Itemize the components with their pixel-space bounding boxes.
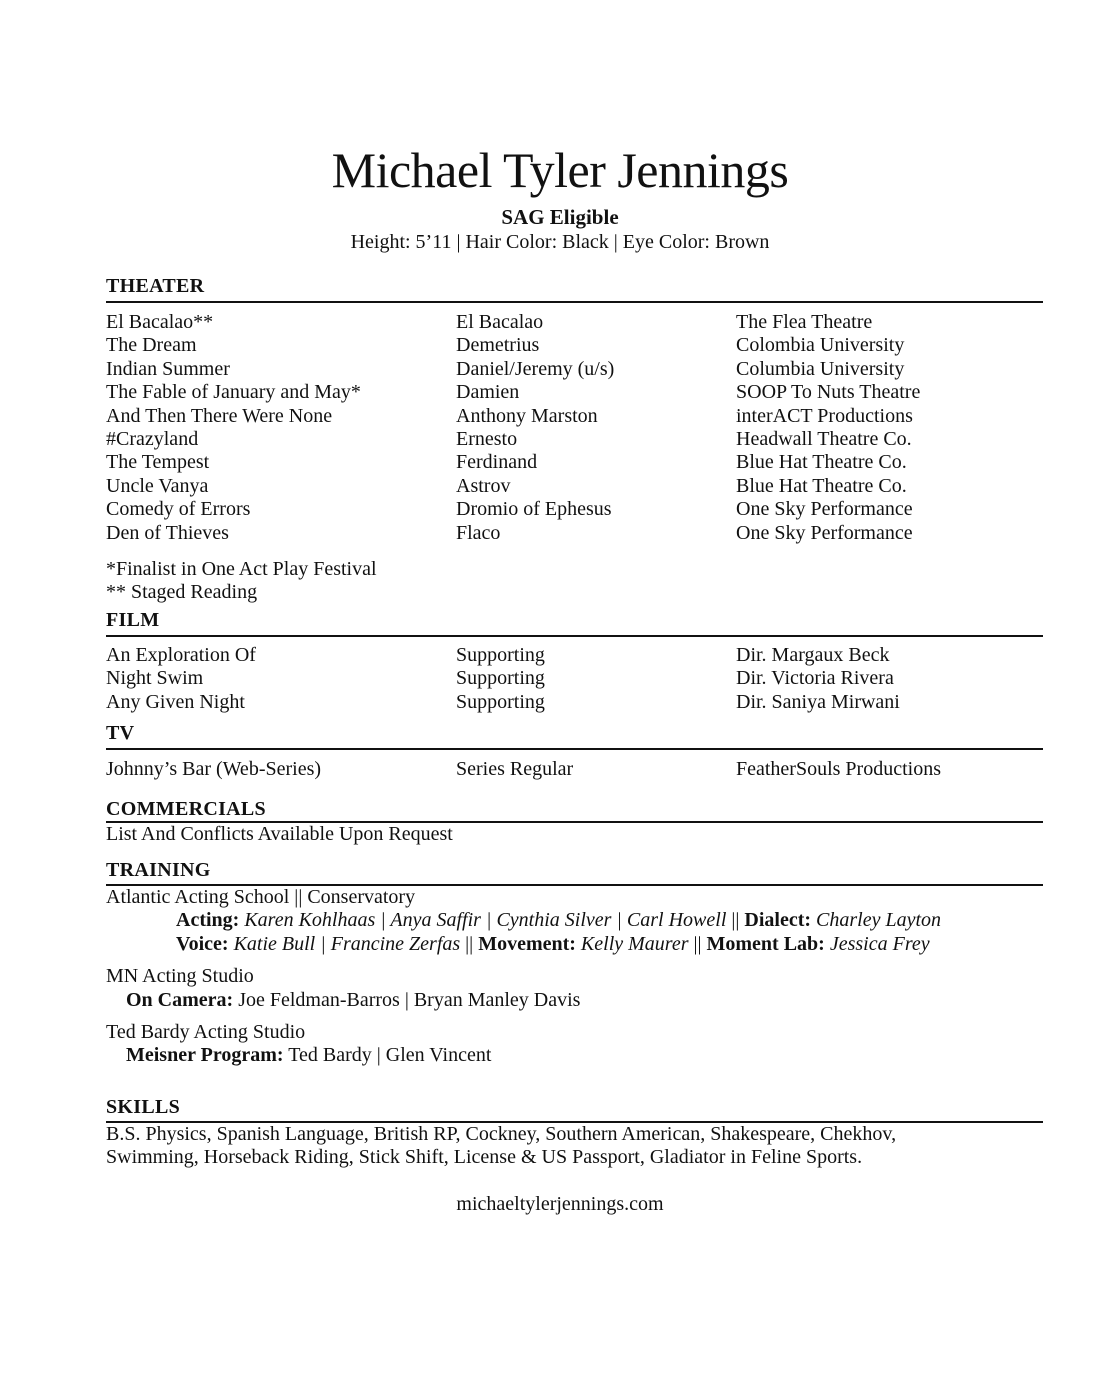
training-school-mn: MN Acting Studio: [106, 965, 254, 988]
film-credit-row: [106, 644, 1043, 667]
tv-credits: [106, 758, 1043, 781]
credit-title: Indian Summer: [106, 357, 230, 380]
on-camera-teachers: Joe Feldman-Barros | Bryan Manley Davis: [238, 988, 581, 1011]
film-section: [106, 608, 1043, 714]
theater-credits: [106, 311, 1043, 545]
tv-section: [106, 721, 1043, 781]
credit-company: Blue Hat Theatre Co.: [736, 451, 907, 474]
credit-role: Demetrius: [456, 334, 540, 357]
tv-credit-row: [106, 758, 1043, 781]
theater-credit-row: [106, 522, 1043, 545]
credit-company: Headwall Theatre Co.: [736, 427, 912, 450]
separator: ||: [465, 932, 474, 955]
dialect-label: Dialect:: [744, 909, 812, 932]
credit-role: Dromio of Ephesus: [456, 498, 612, 521]
credit-role: Astrov: [456, 474, 511, 497]
credit-role: Daniel/Jeremy (u/s): [456, 357, 615, 380]
credit-title: The Fable of January and May*: [106, 381, 361, 404]
theater-section: [106, 274, 1043, 605]
theater-credit-row: [106, 451, 1043, 474]
credit-role: Anthony Marston: [456, 404, 598, 427]
credit-title: An Exploration Of: [106, 644, 256, 666]
theater-note: *Finalist in One Act Play Festival: [106, 557, 377, 580]
credit-title: El Bacalao**: [106, 311, 214, 333]
credit-company: Blue Hat Theatre Co.: [736, 474, 907, 497]
theater-notes: [106, 558, 1043, 605]
credit-company: SOOP To Nuts Theatre: [736, 381, 921, 404]
separator: ||: [731, 909, 740, 932]
movement-label: Movement:: [478, 932, 576, 955]
credit-title: The Dream: [106, 334, 197, 357]
dialect-teacher: Charley Layton: [816, 909, 942, 932]
skills-line: B.S. Physics, Spanish Language, British RP, Cockney, Southern American, Shakespeare, Chekhov,: [106, 1123, 897, 1145]
credit-role: Supporting: [456, 667, 545, 690]
theater-credit-row: [106, 334, 1043, 357]
theater-heading: THEATER: [106, 275, 205, 297]
website-link[interactable]: michaeltylerjennings.com: [456, 1193, 664, 1215]
acting-label: Acting:: [176, 909, 240, 932]
credit-company: interACT Productions: [736, 404, 913, 427]
tv-rule: [106, 748, 1043, 750]
film-credit-row: [106, 691, 1043, 714]
credit-role: Damien: [456, 381, 520, 404]
credit-title: Night Swim: [106, 667, 204, 690]
credit-company: One Sky Performance: [736, 498, 913, 521]
meisner-label: Meisner Program:: [126, 1044, 284, 1067]
film-credits: [106, 644, 1043, 714]
skills-line: Swimming, Horseback Riding, Stick Shift, License & US Passport, Gladiator in Feline Sports.: [106, 1146, 863, 1169]
training-school-bardy: Ted Bardy Acting Studio: [106, 1021, 306, 1044]
credit-company: Columbia University: [736, 357, 905, 380]
credit-role: Supporting: [456, 690, 545, 713]
movement-teacher: Kelly Maurer: [580, 932, 689, 955]
training-atlantic-voice: [106, 933, 1043, 956]
credit-title: And Then There Were None: [106, 404, 333, 427]
physical-stats: Height: 5’11 | Hair Color: Black | Eye Color: Brown: [350, 231, 770, 253]
moment-lab-teacher: Jessica Frey: [829, 932, 930, 955]
credit-role: Flaco: [456, 521, 501, 544]
training-section: [106, 858, 1043, 1068]
training-atlantic-acting: [106, 909, 1043, 932]
training-heading: TRAINING: [106, 859, 211, 881]
theater-credit-row: [106, 405, 1043, 428]
training-bardy-detail: [106, 1044, 1043, 1067]
on-camera-label: On Camera:: [126, 988, 234, 1011]
credit-company: The Flea Theatre: [736, 311, 873, 333]
theater-credit-row: [106, 358, 1043, 381]
moment-lab-label: Moment Lab:: [706, 932, 825, 955]
credit-title: Johnny’s Bar (Web-Series): [106, 758, 322, 780]
credit-role: Supporting: [456, 644, 545, 666]
credit-role: El Bacalao: [456, 311, 544, 333]
credit-title: Den of Thieves: [106, 521, 229, 544]
training-school-atlantic: Atlantic Acting School || Conservatory: [106, 886, 416, 908]
film-credit-row: [106, 667, 1043, 690]
separator: ||: [693, 932, 702, 955]
theater-credit-row: [106, 428, 1043, 451]
skills-heading: SKILLS: [106, 1096, 181, 1118]
credit-director: Dir. Victoria Rivera: [736, 667, 894, 690]
credit-role: Series Regular: [456, 758, 574, 780]
credit-title: The Tempest: [106, 451, 210, 474]
credit-role: Ferdinand: [456, 451, 538, 474]
voice-teachers: Katie Bull | Francine Zerfas: [233, 932, 461, 955]
tv-heading: TV: [106, 722, 135, 744]
theater-credit-row: [106, 381, 1043, 404]
skills-section: [106, 1095, 1043, 1170]
commercials-heading: COMMERCIALS: [106, 798, 266, 820]
theater-credit-row: [106, 475, 1043, 498]
voice-label: Voice:: [176, 932, 229, 955]
meisner-teachers: Ted Bardy | Glen Vincent: [288, 1044, 492, 1067]
credit-role: Ernesto: [456, 427, 518, 450]
training-mn-detail: [106, 989, 1043, 1012]
commercials-section: [106, 797, 1043, 846]
commercials-text: List And Conflicts Available Upon Request: [106, 823, 453, 845]
credit-title: #Crazyland: [106, 427, 199, 450]
credit-company: Colombia University: [736, 334, 905, 357]
film-heading: FILM: [106, 609, 160, 631]
credit-company: FeatherSouls Productions: [736, 758, 941, 780]
theater-credit-row: [106, 311, 1043, 334]
theater-note: ** Staged Reading: [106, 581, 258, 604]
credit-title: Uncle Vanya: [106, 474, 209, 497]
credit-title: Any Given Night: [106, 690, 245, 713]
theater-credit-row: [106, 498, 1043, 521]
film-rule: [106, 635, 1043, 637]
union-status: SAG Eligible: [501, 205, 619, 229]
credit-company: One Sky Performance: [736, 521, 913, 544]
actor-name: Michael Tyler Jennings: [331, 142, 789, 198]
credit-title: Comedy of Errors: [106, 498, 251, 521]
credit-director: Dir. Saniya Mirwani: [736, 690, 900, 713]
acting-teachers: Karen Kohlhaas | Anya Saffir | Cynthia Silver | Carl Howell: [244, 909, 727, 932]
credit-director: Dir. Margaux Beck: [736, 644, 890, 666]
theater-rule: [106, 301, 1043, 303]
